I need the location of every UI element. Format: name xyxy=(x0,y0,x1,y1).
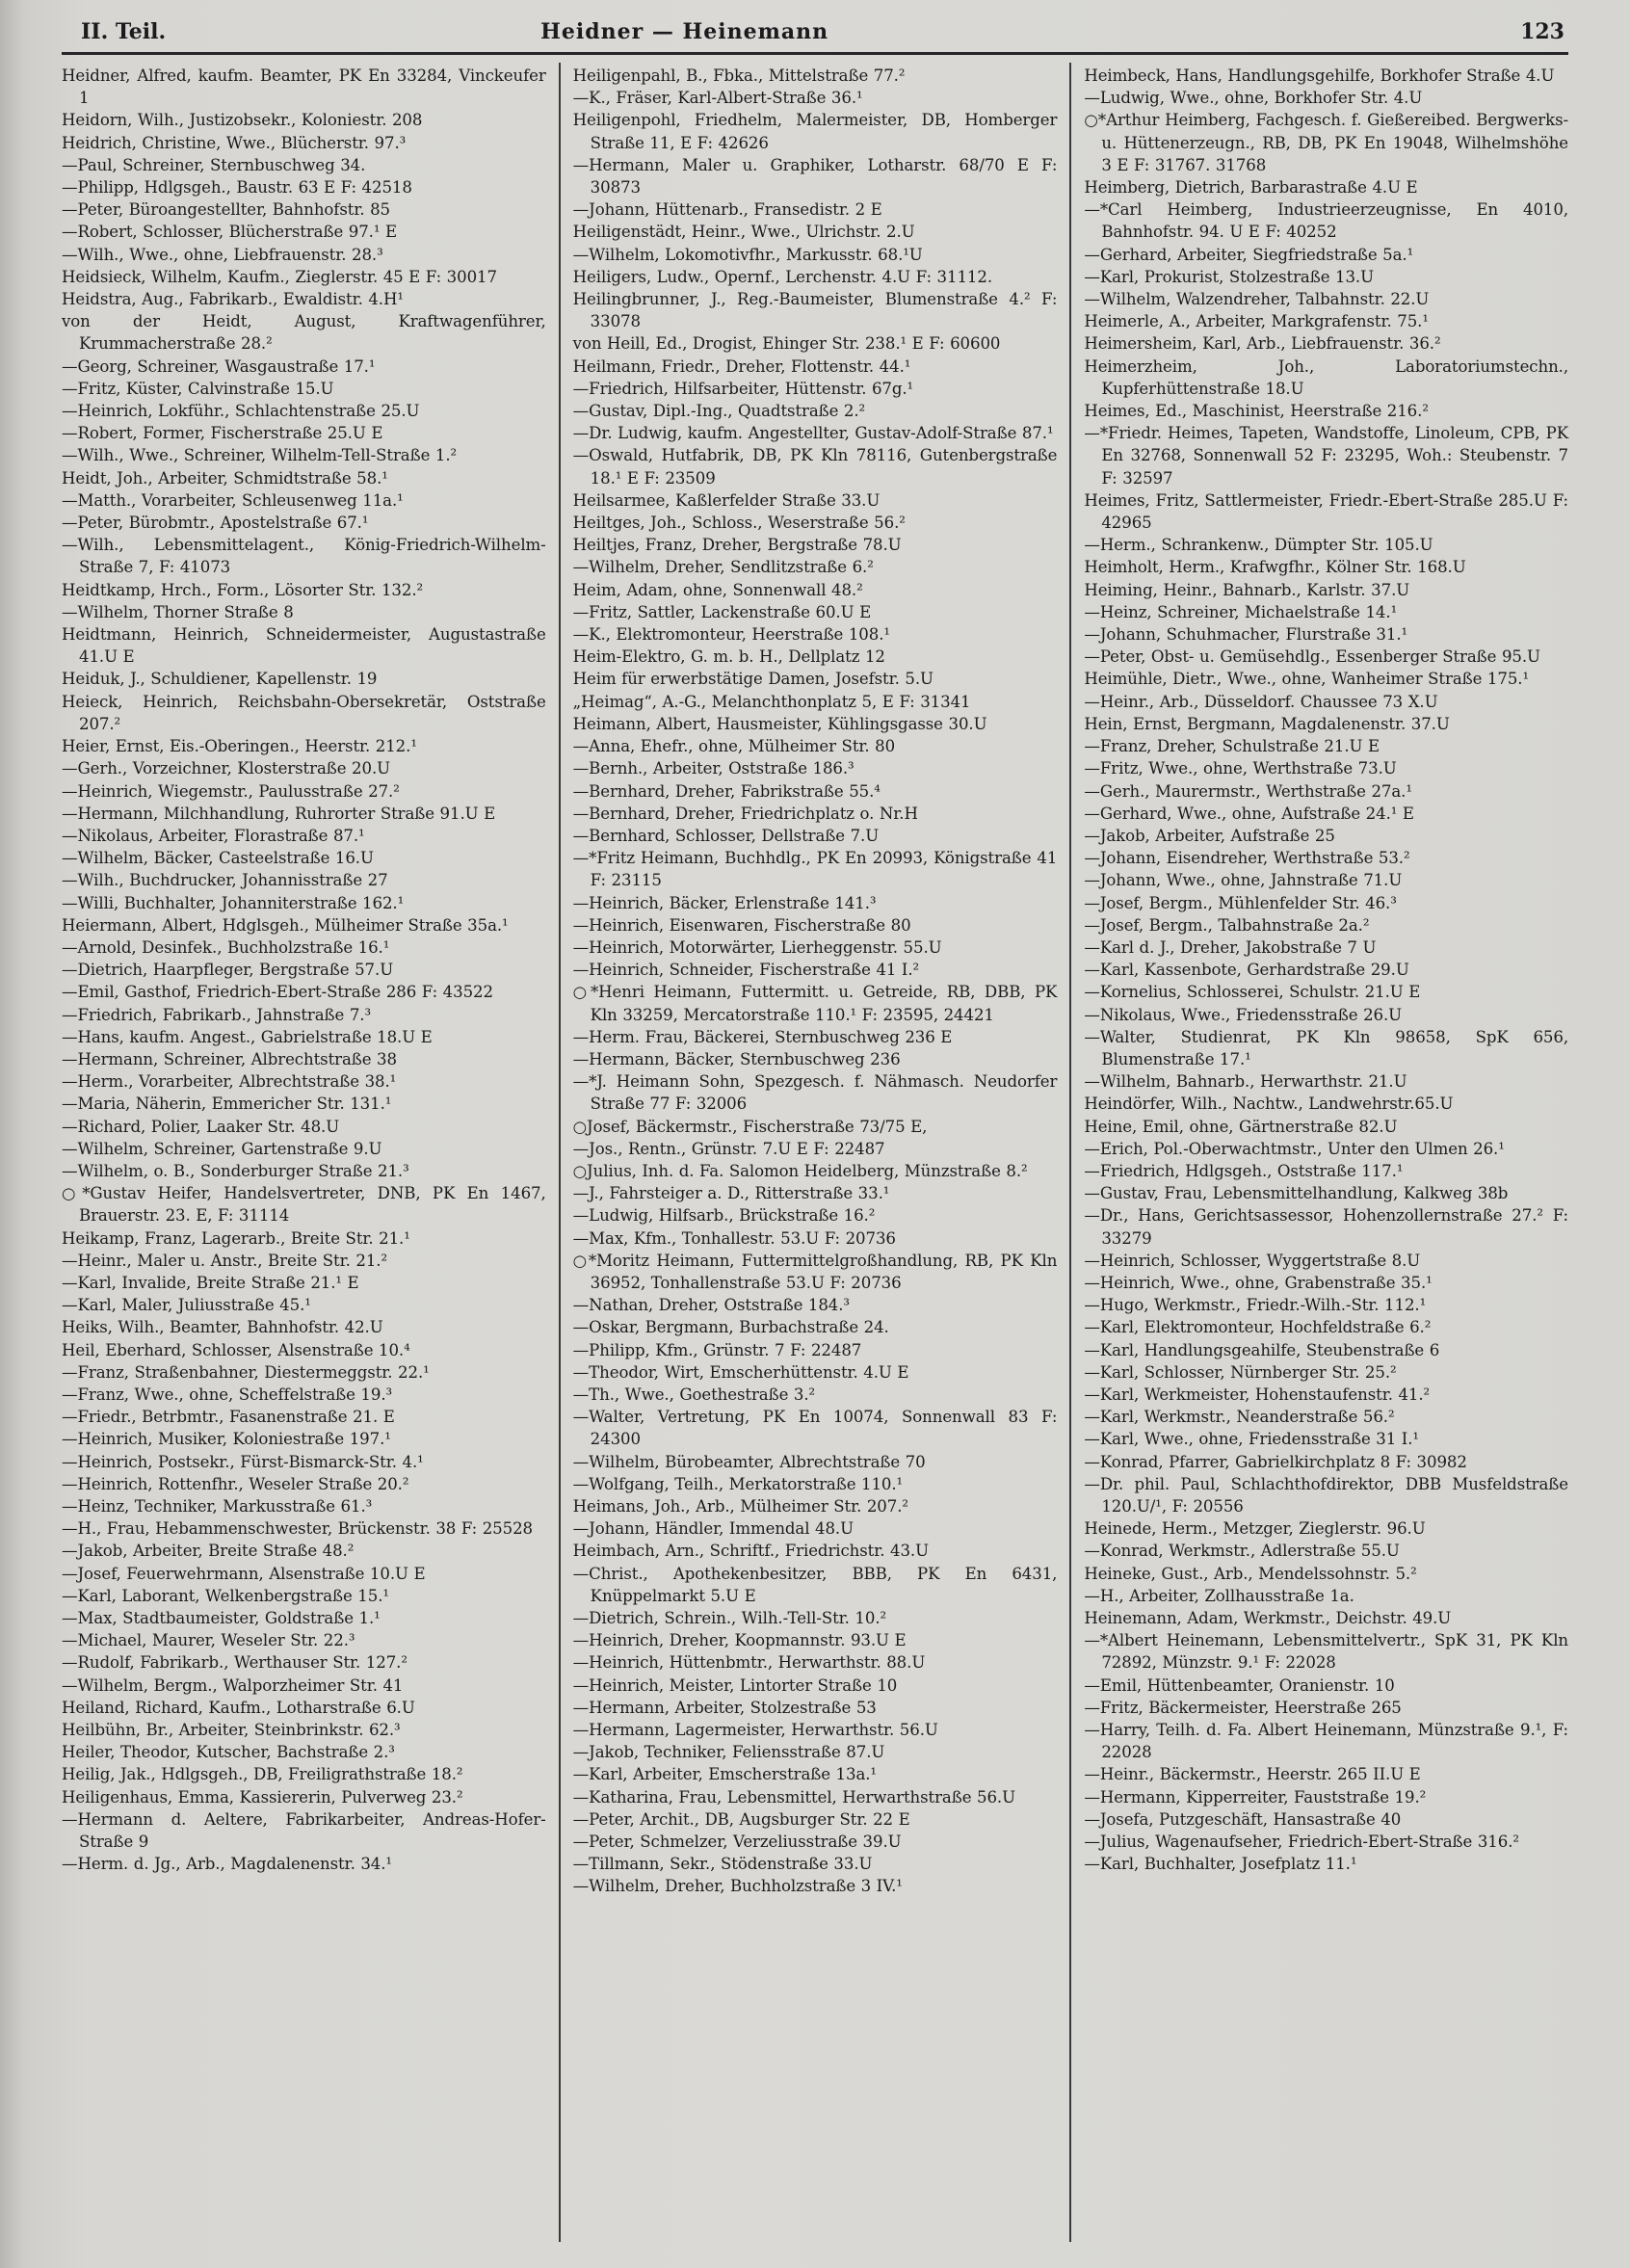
directory-entry: —Hermann, Maler u. Graphiker, Lotharstr. 68/70 E F: 30873 xyxy=(572,155,1058,198)
directory-entry: —Heinrich, Schlosser, Wyggertstraße 8.U xyxy=(1084,1251,1421,1270)
page-number: 123 xyxy=(1520,19,1564,44)
directory-entry: —Johann, Eisendreher, Werthstraße 53.² xyxy=(1084,849,1410,868)
directory-entry: —Matth., Vorarbeiter, Schleusenweg 11a.¹ xyxy=(62,490,404,510)
directory-entry: —Franz, Dreher, Schulstraße 21.U E xyxy=(1084,737,1380,756)
directory-entry: —Christ., Apothekenbesitzer, BBB, PK En 6431, Knüppelmarkt 5.U E xyxy=(572,1564,1058,1605)
directory-entry: —H., Frau, Hebammenschwester, Brückenstr. 38 F: 25528 xyxy=(62,1519,534,1539)
directory-entry: ○Josef, Bäckermstr., Fischerstraße 73/75 E, xyxy=(572,1117,928,1136)
directory-entry: —Peter, Büroangestellter, Bahnhofstr. 85 xyxy=(62,200,391,220)
directory-entry: —Josef, Bergm., Mühlenfelder Str. 46.³ xyxy=(1084,893,1397,912)
directory-entry: Hein, Ernst, Bergmann, Magdalenenstr. 37.U xyxy=(1084,714,1450,733)
directory-entry: —Wilhelm, Bahnarb., Herwarthstr. 21.U xyxy=(1084,1072,1407,1092)
directory-entry: Heidorn, Wilh., Justizobsekr., Koloniestr. 208 xyxy=(62,111,423,130)
directory-entry: —Hans, kaufm. Angest., Gabrielstraße 18.U E xyxy=(62,1027,433,1046)
directory-entry: —Jakob, Arbeiter, Breite Straße 48.² xyxy=(62,1542,355,1561)
directory-entry: —Tillmann, Sekr., Stödenstraße 33.U xyxy=(572,1855,873,1874)
directory-entry: —Bernhard, Dreher, Friedrichplatz o. Nr.H xyxy=(572,804,918,823)
directory-entry: —Fritz, Bäckermeister, Heerstraße 265 xyxy=(1084,1698,1402,1717)
directory-entry: —Max, Stadtbaumeister, Goldstraße 1.¹ xyxy=(62,1609,381,1628)
directory-entry: —Heinr., Bäckermstr., Heerstr. 265 II.U E xyxy=(1084,1765,1421,1784)
directory-column-1 xyxy=(60,63,559,2242)
directory-entry: Heiks, Wilh., Beamter, Bahnhofstr. 42.U xyxy=(62,1318,383,1337)
directory-entry: Heimerzheim, Joh., Laboratoriumstechn., Kupferhüttenstraße 18.U xyxy=(1084,356,1569,398)
directory-entry: —Wilh., Wwe., ohne, Liebfrauenstr. 28.³ xyxy=(62,245,383,264)
directory-entry: Heiligenpahl, B., Fbka., Mittelstraße 77.² xyxy=(572,66,906,85)
directory-entry: —Julius, Wagenaufseher, Friedrich-Ebert-Straße 316.² xyxy=(1084,1833,1519,1852)
directory-entry: von der Heidt, August, Kraftwagenführer, Krummacherstraße 28.² xyxy=(62,312,546,354)
directory-entry: Heimann, Albert, Hausmeister, Kühlingsgasse 30.U xyxy=(572,714,987,733)
directory-entry: ○Julius, Inh. d. Fa. Salomon Heidelberg, Münzstraße 8.² xyxy=(572,1161,1028,1180)
directory-entry: —Johann, Wwe., ohne, Jahnstraße 71.U xyxy=(1084,871,1403,890)
directory-entry: —Friedrich, Hdlgsgeh., Oststraße 117.¹ xyxy=(1084,1161,1404,1180)
directory-entry: —Karl, Laborant, Welkenbergstraße 15.¹ xyxy=(62,1586,389,1605)
directory-entry: —Karl, Schlosser, Nürnberger Str. 25.² xyxy=(1084,1362,1397,1382)
directory-entry: —Heinrich, Musiker, Koloniestraße 197.¹ xyxy=(62,1430,391,1449)
directory-entry: —Johann, Händler, Immendal 48.U xyxy=(572,1519,854,1539)
directory-entry: —Heinrich, Wwe., ohne, Grabenstraße 35.¹ xyxy=(1084,1273,1433,1292)
directory-entry: —Gustav, Dipl.-Ing., Quadtstraße 2.² xyxy=(572,402,866,421)
directory-entry: Heilingbrunner, J., Reg.-Baumeister, Blumenstraße 4.² F: 33078 xyxy=(572,290,1058,331)
directory-entry: —Dr. phil. Paul, Schlachthofdirektor, DBB Musfeldstraße 120.U/¹, F: 20556 xyxy=(1084,1474,1569,1516)
directory-entry: Heiland, Richard, Kaufm., Lotharstraße 6.U xyxy=(62,1698,415,1717)
directory-entry: —Peter, Schmelzer, Verzeliusstraße 39.U xyxy=(572,1833,902,1852)
directory-entry: Heindörfer, Wilh., Nachtw., Landwehrstr.65.U xyxy=(1084,1094,1454,1114)
directory-entry: Heiligenpohl, Friedhelm, Malermeister, DB, Homberger Straße 11, E F: 42626 xyxy=(572,111,1058,152)
directory-entry: —K., Elektromonteur, Heerstraße 108.¹ xyxy=(572,625,890,645)
directory-entry: —Peter, Bürobmtr., Apostelstraße 67.¹ xyxy=(62,514,369,533)
directory-entry: —Herm. Frau, Bäckerei, Sternbuschweg 236 E xyxy=(572,1027,953,1046)
directory-entry: —Wilhelm, o. B., Sonderburger Straße 21.³ xyxy=(62,1161,409,1180)
directory-entry: —Franz, Wwe., ohne, Scheffelstraße 19.³ xyxy=(62,1385,393,1404)
directory-entry: —Maria, Näherin, Emmericher Str. 131.¹ xyxy=(62,1094,392,1114)
directory-entry: —Anna, Ehefr., ohne, Mülheimer Str. 80 xyxy=(572,737,896,756)
directory-entry: —Th., Wwe., Goethestraße 3.² xyxy=(572,1385,816,1404)
directory-entry: Heimerle, A., Arbeiter, Markgrafenstr. 75.¹ xyxy=(1084,312,1429,331)
directory-entry: Heil, Eberhard, Schlosser, Alsenstraße 10.⁴ xyxy=(62,1340,410,1359)
directory-entry: Heimholt, Herm., Krafwgfhr., Kölner Str. 168.U xyxy=(1084,558,1466,577)
directory-entry: von Heill, Ed., Drogist, Ehinger Str. 238.¹ E F: 60600 xyxy=(572,334,1001,354)
directory-entry: —Erich, Pol.-Oberwachtmstr., Unter den Ulmen 26.¹ xyxy=(1084,1139,1505,1158)
directory-entry: Heiltges, Joh., Schloss., Weserstraße 56.² xyxy=(572,514,906,533)
directory-entry: —Bernh., Arbeiter, Oststraße 186.³ xyxy=(572,759,854,778)
directory-entry: —Heinrich, Bäcker, Erlenstraße 141.³ xyxy=(572,893,877,912)
directory-entry: —Gustav, Frau, Lebensmittelhandlung, Kalkweg 38b xyxy=(1084,1184,1509,1203)
directory-entry: Heimes, Fritz, Sattlermeister, Friedr.-Ebert-Straße 285.U F: 42965 xyxy=(1084,490,1569,533)
directory-entry: —Katharina, Frau, Lebensmittel, Herwarthstraße 56.U xyxy=(572,1787,1015,1806)
directory-entry: Heieck, Heinrich, Reichsbahn-Obersekretär, Oststraße 207.² xyxy=(62,692,546,733)
directory-entry: —Robert, Schlosser, Blücherstraße 97.¹ E xyxy=(62,223,397,242)
directory-entry: —Josef, Feuerwehrmann, Alsenstraße 10.U E xyxy=(62,1564,426,1583)
directory-entry: —Karl, Kassenbote, Gerhardstraße 29.U xyxy=(1084,961,1409,980)
directory-entry: Heidner, Alfred, kaufm. Beamter, PK En 33284, Vinckeufer 1 xyxy=(62,66,546,108)
directory-entry: —Heinrich, Hüttenbmtr., Herwarthstr. 88.U xyxy=(572,1653,926,1673)
directory-entry: —Wolfgang, Teilh., Merkatorstraße 110.¹ xyxy=(572,1474,904,1493)
directory-entry: Heiler, Theodor, Kutscher, Bachstraße 2.³ xyxy=(62,1743,395,1762)
directory-entry: —Heinrich, Postsekr., Fürst-Bismarck-Str. 4.¹ xyxy=(62,1452,424,1471)
directory-entry: Heimberg, Dietrich, Barbarastraße 4.U E xyxy=(1084,178,1418,198)
directory-entry: Heimes, Ed., Maschinist, Heerstraße 216.² xyxy=(1084,402,1429,421)
directory-entry: ○*Gustav Heifer, Handelsvertreter, DNB, PK En 1467, Brauerstr. 23. E, F: 31114 xyxy=(62,1184,546,1226)
directory-entry: —Hermann, Milchhandlung, Ruhrorter Straße 91.U E xyxy=(62,804,496,823)
directory-entry: —Herm. d. Jg., Arb., Magdalenenstr. 34.¹ xyxy=(62,1855,392,1874)
directory-entry: —Hermann, Kipperreiter, Fauststraße 19.² xyxy=(1084,1787,1427,1806)
directory-entry: —Gerhard, Wwe., ohne, Aufstraße 24.¹ E xyxy=(1084,804,1414,823)
directory-entry: —Walter, Studienrat, PK Kln 98658, SpK 656, Blumenstraße 17.¹ xyxy=(1084,1027,1569,1068)
directory-entry: —Konrad, Werkmstr., Adlerstraße 55.U xyxy=(1084,1542,1400,1561)
directory-entry: —Nathan, Dreher, Oststraße 184.³ xyxy=(572,1296,850,1315)
directory-entry: —Heinr., Arb., Düsseldorf. Chaussee 73 X.U xyxy=(1084,692,1438,711)
directory-entry: Heilmann, Friedr., Dreher, Flottenstr. 44.¹ xyxy=(572,356,911,376)
directory-entry: Heidtkamp, Hrch., Form., Lösorter Str. 132.² xyxy=(62,580,424,599)
directory-entry: —Georg, Schreiner, Wasgaustraße 17.¹ xyxy=(62,356,376,376)
directory-entry: —Rudolf, Fabrikarb., Werthauser Str. 127.² xyxy=(62,1653,408,1673)
directory-entry: —Ludwig, Hilfsarb., Brückstraße 16.² xyxy=(572,1206,876,1226)
directory-entry: Heim-Elektro, G. m. b. H., Dellplatz 12 xyxy=(572,647,885,667)
directory-entry: —Herm., Schrankenw., Dümpter Str. 105.U xyxy=(1084,536,1433,555)
directory-entry: Heidt, Joh., Arbeiter, Schmidtstraße 58.¹ xyxy=(62,468,388,488)
directory-entry: —Heinrich, Eisenwaren, Fischerstraße 80 xyxy=(572,915,911,935)
directory-entry: —Herm., Vorarbeiter, Albrechtstraße 38.¹ xyxy=(62,1072,397,1092)
directory-entry: —Heinrich, Rottenfhr., Weseler Straße 20.² xyxy=(62,1474,409,1493)
directory-entry: —Franz, Straßenbahner, Diestermeggstr. 22.¹ xyxy=(62,1362,430,1382)
directory-entry: —Hermann, Bäcker, Sternbuschweg 236 xyxy=(572,1049,901,1068)
directory-entry: ○*Henri Heimann, Futtermitt. u. Getreide, RB, DBB, PK Kln 33259, Mercatorstraße 110.¹ F: 23595, 24421 xyxy=(572,983,1058,1024)
directory-entry: —Johann, Schuhmacher, Flurstraße 31.¹ xyxy=(1084,625,1408,645)
directory-entry: —Karl, Werkmstr., Neanderstraße 56.² xyxy=(1084,1408,1395,1427)
directory-entry: —Heinrich, Dreher, Koopmannstr. 93.U E xyxy=(572,1631,907,1650)
directory-entry: —Peter, Obst- u. Gemüsehdlg., Essenberger Straße 95.U xyxy=(1084,647,1540,667)
directory-entry: Heimühle, Dietr., Wwe., ohne, Wanheimer Straße 175.¹ xyxy=(1084,670,1530,689)
directory-entry: „Heimag“, A.-G., Melanchthonplatz 5, E F: 31341 xyxy=(572,692,971,711)
directory-entry: —*Carl Heimberg, Industrieerzeugnisse, En 4010, Bahnhofstr. 94. U E F: 40252 xyxy=(1084,200,1569,242)
directory-entry: —Richard, Polier, Laaker Str. 48.U xyxy=(62,1117,340,1136)
directory-entry: —Josefa, Putzgeschäft, Hansastraße 40 xyxy=(1084,1809,1402,1829)
directory-entry: —Max, Kfm., Tonhallestr. 53.U F: 20736 xyxy=(572,1228,896,1248)
directory-entry: —Heinrich, Schneider, Fischerstraße 41 I.² xyxy=(572,961,920,980)
directory-entry: Heimans, Joh., Arb., Mülheimer Str. 207.² xyxy=(572,1497,908,1516)
directory-entry: Heinemann, Adam, Werkmstr., Deichstr. 49.U xyxy=(1084,1609,1452,1628)
directory-entry: —Nikolaus, Arbeiter, Florastraße 87.¹ xyxy=(62,826,365,845)
directory-entry: —Karl, Maler, Juliusstraße 45.¹ xyxy=(62,1296,311,1315)
directory-entry: —Heinrich, Wiegemstr., Paulusstraße 27.² xyxy=(62,781,400,801)
directory-entry: —Heinrich, Motorwärter, Lierheggenstr. 55.U xyxy=(572,937,942,957)
directory-entry: —Wilhelm, Bürobeamter, Albrechtstraße 70 xyxy=(572,1452,926,1471)
directory-entry: —Philipp, Hdlgsgeh., Baustr. 63 E F: 42518 xyxy=(62,178,412,198)
directory-entry: —J., Fahrsteiger a. D., Ritterstraße 33.¹ xyxy=(572,1184,890,1203)
directory-entry: —Gerh., Vorzeichner, Klosterstraße 20.U xyxy=(62,759,391,778)
directory-entry: —Fritz, Küster, Calvinstraße 15.U xyxy=(62,379,334,398)
directory-entry: —Emil, Hüttenbeamter, Oranienstr. 10 xyxy=(1084,1675,1395,1695)
directory-entry: Heimersheim, Karl, Arb., Liebfrauenstr. 36.² xyxy=(1084,334,1441,354)
directory-entry: Heidsieck, Wilhelm, Kaufm., Zieglerstr. 45 E F: 30017 xyxy=(62,267,497,286)
directory-entry: —Gerh., Maurermstr., Werthstraße 27a.¹ xyxy=(1084,781,1412,801)
directory-entry: —Wilh., Buchdrucker, Johannisstraße 27 xyxy=(62,871,388,890)
directory-entry: Heiligenstädt, Heinr., Wwe., Ulrichstr. 2.U xyxy=(572,223,915,242)
directory-entry: —Wilh., Wwe., Schreiner, Wilhelm-Tell-Straße 1.² xyxy=(62,446,458,465)
directory-entry: —Heinz, Schreiner, Michaelstraße 14.¹ xyxy=(1084,602,1398,621)
directory-entry: —Willi, Buchhalter, Johanniterstraße 162.¹ xyxy=(62,893,405,912)
directory-entry: —Oskar, Bergmann, Burbachstraße 24. xyxy=(572,1318,889,1337)
directory-entry: —K., Fräser, Karl-Albert-Straße 36.¹ xyxy=(572,89,863,108)
directory-entry: —Dietrich, Haarpfleger, Bergstraße 57.U xyxy=(62,961,394,980)
directory-entry: —Dietrich, Schrein., Wilh.-Tell-Str. 10.² xyxy=(572,1609,887,1628)
directory-entry: —Theodor, Wirt, Emscherhüttenstr. 4.U E xyxy=(572,1362,909,1382)
directory-entry: Heiming, Heinr., Bahnarb., Karlstr. 37.U xyxy=(1084,580,1410,599)
directory-entry: —Michael, Maurer, Weseler Str. 22.³ xyxy=(62,1631,355,1650)
directory-entry: —Fritz, Sattler, Lackenstraße 60.U E xyxy=(572,602,872,621)
directory-entry: Heilig, Jak., Hdlgsgeh., DB, Freiligrathstraße 18.² xyxy=(62,1765,463,1784)
directory-entry: —Philipp, Kfm., Grünstr. 7 F: 22487 xyxy=(572,1340,862,1359)
directory-entry: —Robert, Former, Fischerstraße 25.U E xyxy=(62,424,383,443)
directory-entry: —Wilh., Lebensmittelagent., König-Friedrich-Wilhelm-Straße 7, F: 41073 xyxy=(62,536,546,577)
directory-entry: —Arnold, Desinfek., Buchholzstraße 16.¹ xyxy=(62,937,390,957)
directory-entry: —Emil, Gasthof, Friedrich-Ebert-Straße 286 F: 43522 xyxy=(62,983,493,1002)
directory-entry: —Friedr., Betrbmtr., Fasanenstraße 21. E xyxy=(62,1408,395,1427)
directory-entry: —Jakob, Techniker, Feliensstraße 87.U xyxy=(572,1743,885,1762)
directory-entry: Heidrich, Christine, Wwe., Blücherstr. 97.³ xyxy=(62,133,407,152)
directory-entry: —Hermann d. Aeltere, Fabrikarbeiter, Andreas-Hofer-Straße 9 xyxy=(62,1809,546,1852)
directory-entry: Heilsarmee, Kaßlerfelder Straße 33.U xyxy=(572,490,881,510)
directory-entry: Heim, Adam, ohne, Sonnenwall 48.² xyxy=(572,580,863,599)
directory-entry: —Wilhelm, Dreher, Buchholzstraße 3 IV.¹ xyxy=(572,1877,903,1896)
directory-entry: —Ludwig, Wwe., ohne, Borkhofer Str. 4.U xyxy=(1084,89,1423,108)
directory-entry: —Heinrich, Meister, Lintorter Straße 10 xyxy=(572,1675,898,1695)
directory-entry: —Johann, Hüttenarb., Fransedistr. 2 E xyxy=(572,200,882,220)
directory-column-3 xyxy=(1069,63,1570,2242)
directory-entry: —Gerhard, Arbeiter, Siegfriedstraße 5a.¹ xyxy=(1084,245,1414,264)
directory-entry: Heikamp, Franz, Lagerarb., Breite Str. 21.¹ xyxy=(62,1228,410,1248)
directory-entry: —Wilhelm, Lokomotivfhr., Markusstr. 68.¹U xyxy=(572,245,923,264)
directory-entry: —Bernhard, Schlosser, Dellstraße 7.U xyxy=(572,826,880,845)
directory-entry: —Bernhard, Dreher, Fabrikstraße 55.⁴ xyxy=(572,781,881,801)
header-rule xyxy=(62,52,1568,55)
directory-entry: —Wilhelm, Walzendreher, Talbahnstr. 22.U xyxy=(1084,290,1430,309)
directory-entry: —*Albert Heinemann, Lebensmittelvertr., SpK 31, PK Kln 72892, Münzstr. 9.¹ F: 22028 xyxy=(1084,1631,1569,1673)
directory-entry: Heimbeck, Hans, Handlungsgehilfe, Borkhofer Straße 4.U xyxy=(1084,66,1555,85)
page-title: Heidner — Heinemann xyxy=(540,19,829,44)
directory-entry: Heidtmann, Heinrich, Schneidermeister, Augustastraße 41.U E xyxy=(62,625,546,667)
directory-entry: —Heinrich, Lokführ., Schlachtenstraße 25.U xyxy=(62,402,420,421)
directory-entry: Heiermann, Albert, Hdglsgeh., Mülheimer Straße 35a.¹ xyxy=(62,915,509,935)
directory-entry: —Dr., Hans, Gerichtsassessor, Hohenzollernstraße 27.² F: 33279 xyxy=(1084,1206,1569,1248)
directory-entry: —Karl, Prokurist, Stolzestraße 13.U xyxy=(1084,267,1374,286)
directory-entry: —Karl d. J., Dreher, Jakobstraße 7 U xyxy=(1084,937,1377,957)
directory-entry: Heiduk, J., Schuldiener, Kapellenstr. 19 xyxy=(62,670,378,689)
directory-entry: Heine, Emil, ohne, Gärtnerstraße 82.U xyxy=(1084,1117,1398,1136)
directory-entry: —Walter, Vertretung, PK En 10074, Sonnenwall 83 F: 24300 xyxy=(572,1408,1058,1449)
directory-entry: —Fritz, Wwe., ohne, Werthstraße 73.U xyxy=(1084,759,1397,778)
directory-entry: —Jakob, Arbeiter, Aufstraße 25 xyxy=(1084,826,1335,845)
page-header xyxy=(0,0,1630,44)
section-label: II. Teil. xyxy=(81,19,167,44)
directory-entry: —Karl, Werkmeister, Hohenstaufenstr. 41.² xyxy=(1084,1385,1431,1404)
directory-entry: Heim für erwerbstätige Damen, Josefstr. 5.U xyxy=(572,670,933,689)
directory-entry: —Karl, Wwe., ohne, Friedensstraße 31 I.¹ xyxy=(1084,1430,1419,1449)
directory-entry: —Wilhelm, Bergm., Walporzheimer Str. 41 xyxy=(62,1675,404,1695)
directory-entry: —Friedrich, Fabrikarb., Jahnstraße 7.³ xyxy=(62,1005,372,1024)
directory-entry: —Wilhelm, Thorner Straße 8 xyxy=(62,602,294,621)
directory-entry: —Wilhelm, Dreher, Sendlitzstraße 6.² xyxy=(572,558,874,577)
directory-entry: —Wilhelm, Bäcker, Casteelstraße 16.U xyxy=(62,849,374,868)
directory-entry: —Josef, Bergm., Talbahnstraße 2a.² xyxy=(1084,915,1370,935)
directory-entry: Heinede, Herm., Metzger, Zieglerstr. 96.U xyxy=(1084,1519,1426,1539)
directory-entry: Heiligenhaus, Emma, Kassiererin, Pulverweg 23.² xyxy=(62,1787,463,1806)
directory-entry: —Hermann, Lagermeister, Herwarthstr. 56.U xyxy=(572,1721,938,1740)
directory-entry: —Karl, Handlungsgeahilfe, Steubenstraße 6 xyxy=(1084,1340,1440,1359)
directory-entry: —Karl, Arbeiter, Emscherstraße 13a.¹ xyxy=(572,1765,877,1784)
directory-entry: —Karl, Elektromonteur, Hochfeldstraße 6.² xyxy=(1084,1318,1432,1337)
directory-entry: —Wilhelm, Schreiner, Gartenstraße 9.U xyxy=(62,1139,382,1158)
directory-entry: —Konrad, Pfarrer, Gabrielkirchplatz 8 F: 30982 xyxy=(1084,1452,1467,1471)
directory-entry: —*Fritz Heimann, Buchhdlg., PK En 20993, Königstraße 41 F: 23115 xyxy=(572,849,1058,890)
directory-entry: —Jos., Rentn., Grünstr. 7.U E F: 22487 xyxy=(572,1139,885,1158)
directory-entry: —Hermann, Arbeiter, Stolzestraße 53 xyxy=(572,1698,877,1717)
directory-entry: —Nikolaus, Wwe., Friedensstraße 26.U xyxy=(1084,1005,1403,1024)
directory-entry: —Peter, Archit., DB, Augsburger Str. 22 E xyxy=(572,1809,910,1829)
directory-entry: —Oswald, Hutfabrik, DB, PK Kln 78116, Gutenbergstraße 18.¹ E F: 23509 xyxy=(572,446,1058,488)
directory-entry: ○*Arthur Heimberg, Fachgesch. f. Gießereibed. Bergwerks- u. Hüttenerzeugn., RB, DB, PK En 19048, Wilhelmshöhe 3 E F: 31767. 31768 xyxy=(1084,111,1569,174)
directory-entry: —Friedrich, Hilfsarbeiter, Hüttenstr. 67g.¹ xyxy=(572,379,914,398)
directory-entry: —*J. Heimann Sohn, Spezgesch. f. Nähmasch. Neudorfer Straße 77 F: 32006 xyxy=(572,1072,1058,1114)
directory-entry: —Dr. Ludwig, kaufm. Angestellter, Gustav-Adolf-Straße 87.¹ xyxy=(572,424,1054,443)
directory-entry: —Paul, Schreiner, Sternbuschweg 34. xyxy=(62,155,366,174)
directory-entry: —Heinz, Techniker, Markusstraße 61.³ xyxy=(62,1497,373,1516)
directory-entry: —Heinr., Maler u. Anstr., Breite Str. 21.² xyxy=(62,1251,388,1270)
directory-entry: —Harry, Teilh. d. Fa. Albert Heinemann, Münzstraße 9.¹, F: 22028 xyxy=(1084,1721,1569,1762)
directory-entry: Heiltjes, Franz, Dreher, Bergstraße 78.U xyxy=(572,536,902,555)
directory-entry: Heidstra, Aug., Fabrikarb., Ewaldistr. 4.H¹ xyxy=(62,290,404,309)
directory-entry: —Hugo, Werkmstr., Friedr.-Wilh.-Str. 112.¹ xyxy=(1084,1296,1427,1315)
directory-entry: Heier, Ernst, Eis.-Oberingen., Heerstr. 212.¹ xyxy=(62,737,417,756)
directory-column-2 xyxy=(559,63,1070,2242)
directory-entry: —Hermann, Schreiner, Albrechtstraße 38 xyxy=(62,1049,397,1068)
directory-entry: Heineke, Gust., Arb., Mendelssohnstr. 5.² xyxy=(1084,1564,1417,1583)
directory-columns xyxy=(60,63,1570,2242)
directory-entry: —Kornelius, Schlosserei, Schulstr. 21.U E xyxy=(1084,983,1421,1002)
directory-entry: —Karl, Invalide, Breite Straße 21.¹ E xyxy=(62,1273,359,1292)
directory-entry: Heilbühn, Br., Arbeiter, Steinbrinkstr. 62.³ xyxy=(62,1721,401,1740)
directory-entry: Heiligers, Ludw., Opernf., Lerchenstr. 4.U F: 31112. xyxy=(572,267,992,286)
directory-entry: Heimbach, Arn., Schriftf., Friedrichstr. 43.U xyxy=(572,1542,929,1561)
directory-entry: —*Friedr. Heimes, Tapeten, Wandstoffe, Linoleum, CPB, PK En 32768, Sonnenwall 52 F: 23295, Woh.: Steubenstr. 7 F: 32597 xyxy=(1084,424,1569,488)
directory-entry: —Karl, Buchhalter, Josefplatz 11.¹ xyxy=(1084,1855,1357,1874)
directory-entry: ○*Moritz Heimann, Futtermittelgroßhandlung, RB, PK Kln 36952, Tonhallenstraße 53.U F: 20736 xyxy=(572,1251,1058,1292)
directory-entry: —H., Arbeiter, Zollhausstraße 1a. xyxy=(1084,1586,1354,1605)
